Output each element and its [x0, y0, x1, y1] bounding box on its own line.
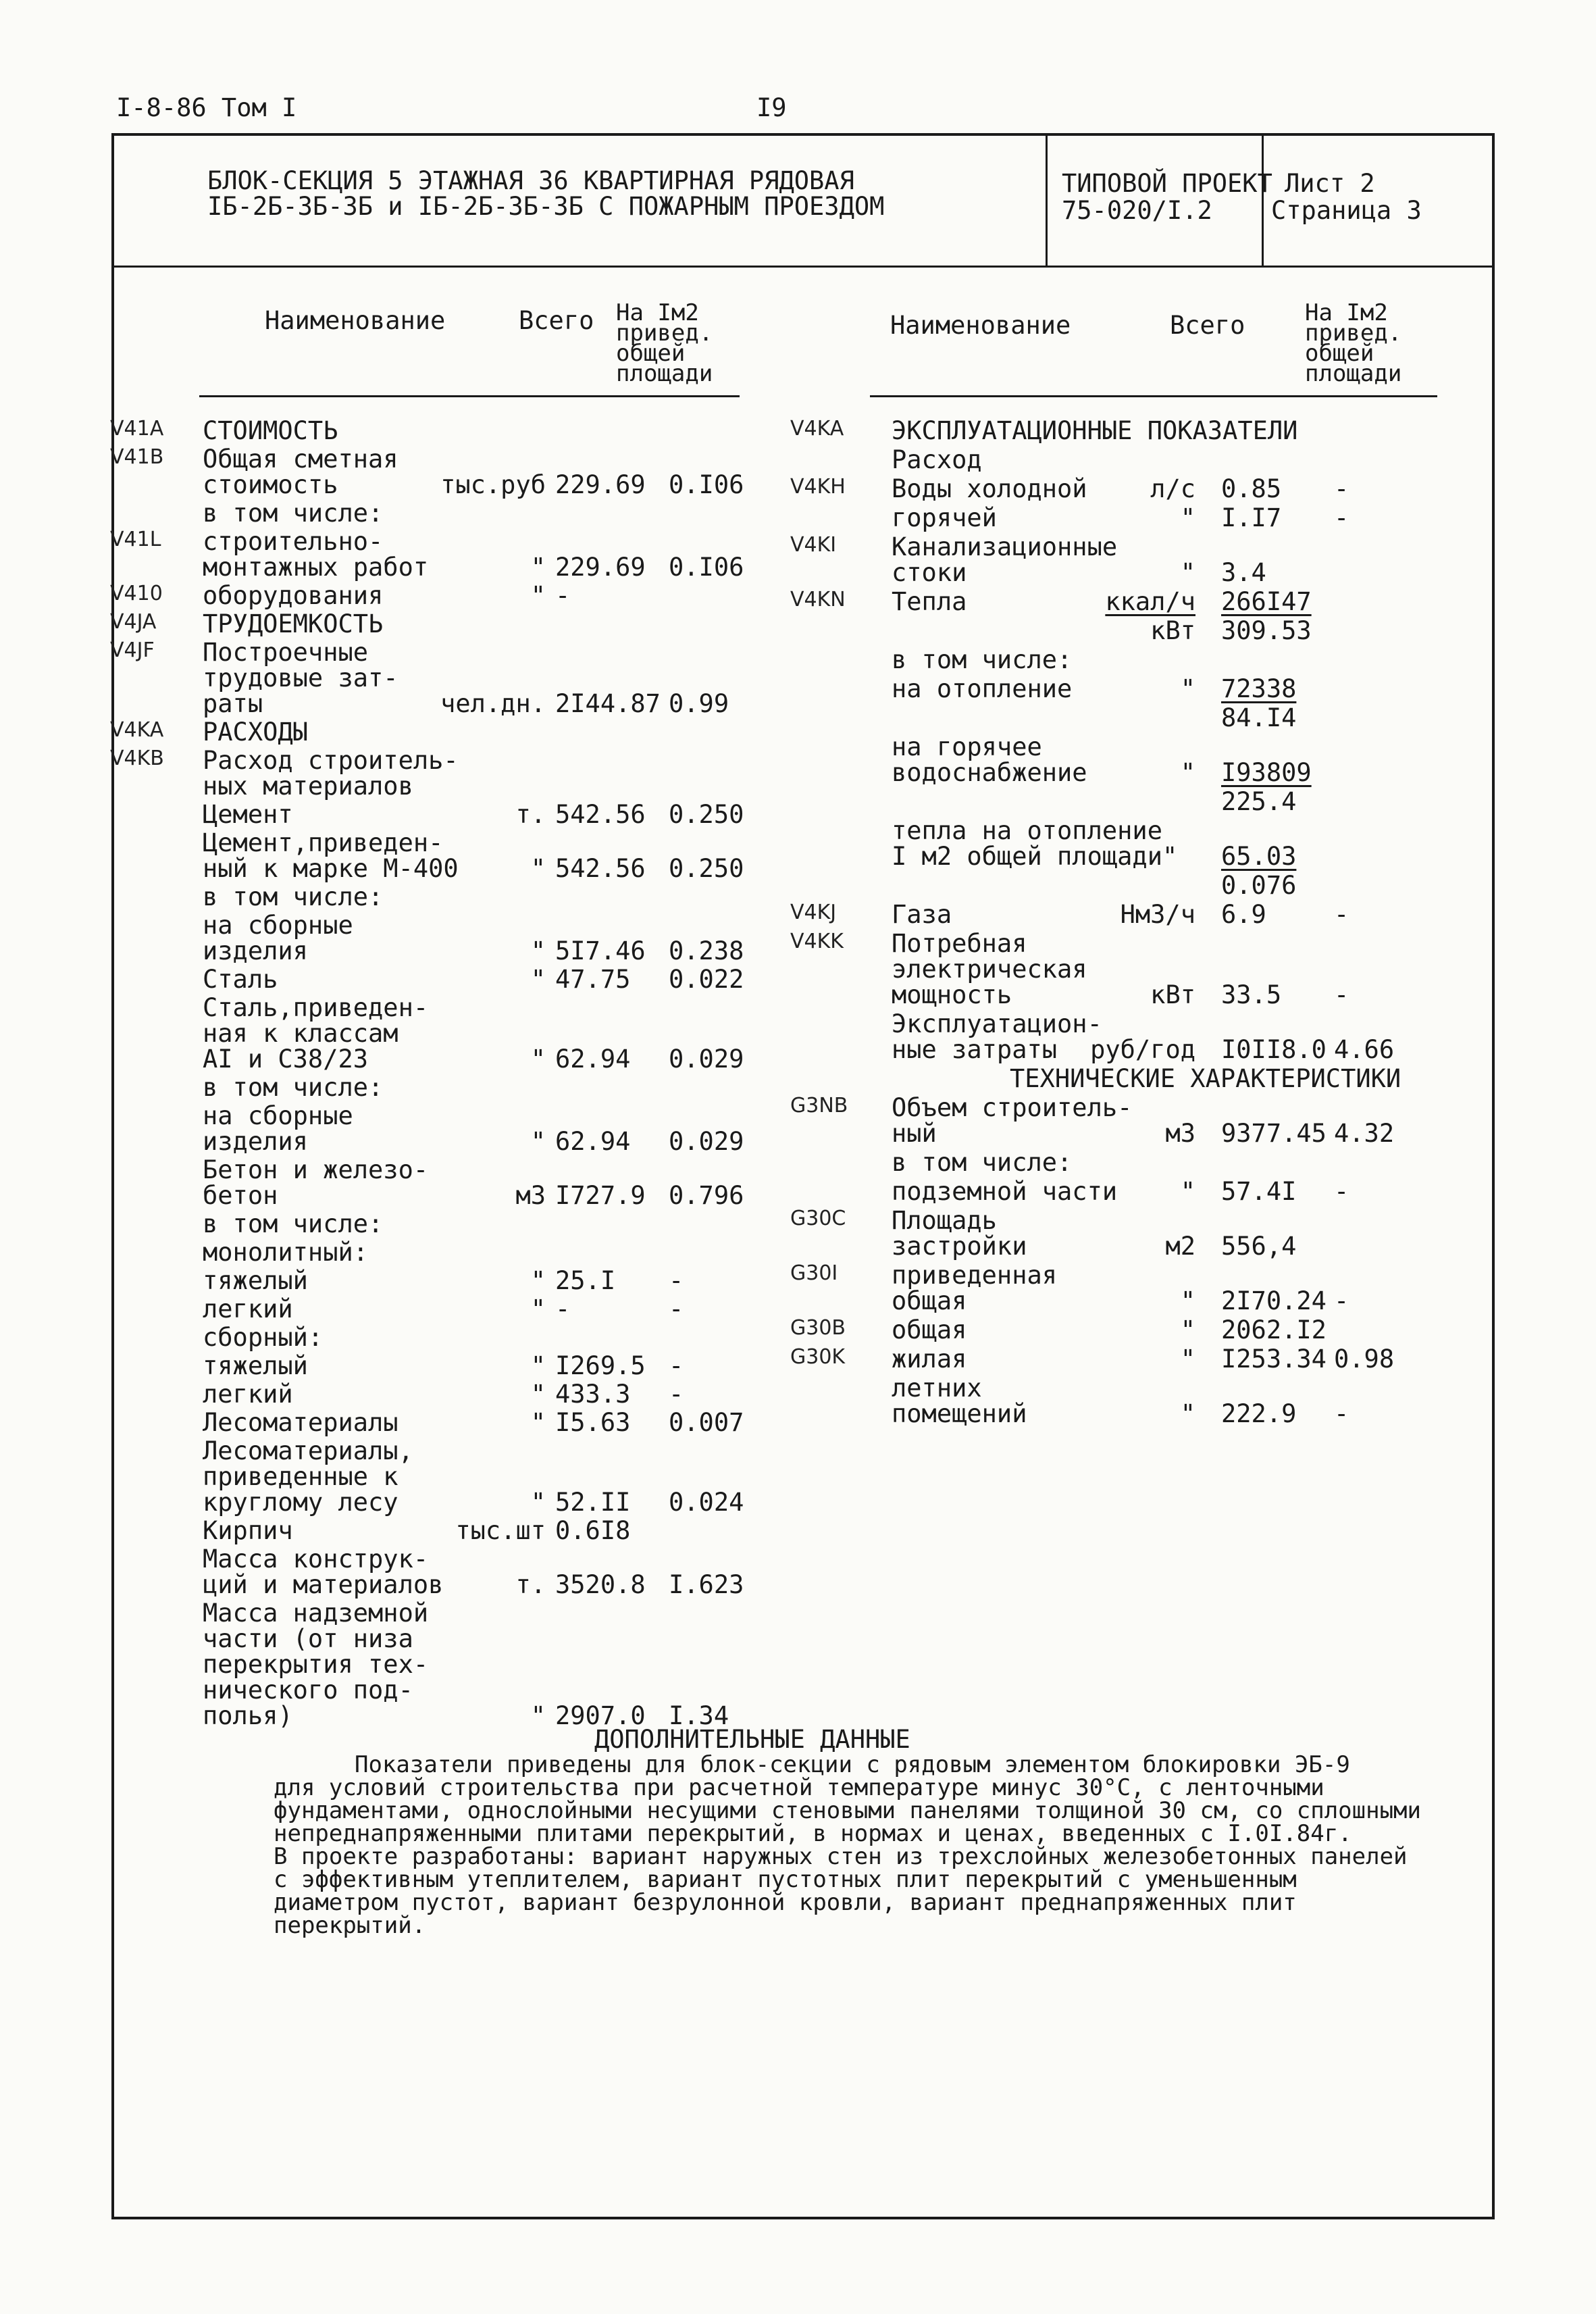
row-unit: л/с [1150, 474, 1195, 503]
row-total: 52.II [555, 1488, 631, 1517]
row-unit: " [1180, 1286, 1195, 1315]
table-row [0, 1065, 1596, 1091]
row-label: в том числе: [892, 645, 1073, 674]
row-label: Площадь [892, 1206, 997, 1235]
row-label: раты [203, 689, 263, 718]
row-unit: " [530, 553, 546, 582]
row-label: общая [892, 1315, 967, 1344]
row-unit: м3 [515, 1181, 546, 1210]
row-unit: м3 [1165, 1119, 1195, 1148]
row-label: ных материалов [203, 772, 413, 801]
row-label: Лесоматериалы [203, 1408, 398, 1437]
row-total: 2907.0 [555, 1701, 646, 1730]
row-label: ций и материалов [203, 1570, 444, 1599]
row-total: 3520.8 [555, 1570, 646, 1599]
additional-title: ДОПОЛНИТЕЛЬНЫЕ ДАННЫЕ [594, 1725, 910, 1754]
row-label: полья) [203, 1701, 293, 1730]
row-code: V4JA [110, 610, 157, 634]
page-number: I9 [756, 93, 787, 122]
row-per-m2: - [1334, 474, 1349, 503]
row-unit: т. [515, 800, 546, 829]
table-row [0, 534, 1596, 585]
row-unit: тыс.шт [455, 1516, 546, 1545]
table-row [0, 588, 1596, 614]
row-label: бетон [203, 1181, 278, 1210]
left-col-total-header: Всего [519, 306, 594, 335]
row-unit: " [530, 581, 546, 610]
table-row [0, 788, 1596, 814]
row-total: 229.69 [555, 470, 646, 499]
row-label: водоснабжение [892, 758, 1087, 787]
row-label: I м2 общей площади" [892, 842, 1178, 871]
row-unit: " [1180, 1399, 1195, 1428]
row-label: помещений [892, 1399, 1027, 1428]
row-per-m2: 0.98 [1334, 1344, 1395, 1374]
row-label: СТОИМОСТЬ [203, 416, 338, 445]
row-total: 2I44.87 [555, 689, 661, 718]
row-label: AI и С38/23 [203, 1045, 369, 1074]
row-unit: " [530, 1380, 546, 1409]
row-label: в том числе: [203, 499, 384, 528]
row-unit: " [530, 1127, 546, 1156]
row-label: тяжелый [203, 1266, 308, 1295]
row-per-m2: I.623 [669, 1570, 744, 1599]
row-label: в том числе: [892, 1148, 1073, 1177]
row-unit: чел.дн. [440, 689, 546, 718]
row-label: перекрытия тех- [203, 1650, 429, 1679]
row-per-m2: - [1334, 980, 1349, 1009]
row-label: Сталь [203, 965, 278, 994]
table-row [0, 705, 1596, 730]
row-code: G3NB [790, 1094, 848, 1117]
table-row [0, 476, 1596, 501]
row-label: Сталь,приведен- [203, 993, 429, 1022]
row-label: жилая [892, 1344, 967, 1374]
row-label: изделия [203, 1127, 308, 1156]
row-label: Цемент,приведен- [203, 828, 444, 857]
row-total: 47.75 [555, 965, 631, 994]
row-unit: " [530, 1701, 546, 1730]
left-colhead-rule [199, 395, 740, 397]
row-label: ТЕХНИЧЕСКИЕ ХАРАКТЕРИСТИКИ [1010, 1064, 1401, 1093]
row-total: 72338 [1221, 674, 1297, 703]
row-per-m2: 0.99 [669, 689, 729, 718]
table-row [0, 618, 1596, 643]
row-per-m2: 4.32 [1334, 1119, 1395, 1148]
row-unit: тыс.руб [440, 470, 546, 499]
table-row [0, 1011, 1596, 1062]
row-unit: " [530, 1408, 546, 1437]
row-total: 309.53 [1221, 616, 1312, 645]
row-total: 0.6I8 [555, 1516, 631, 1545]
row-total: 542.56 [555, 854, 646, 883]
row-per-m2: 0.024 [669, 1488, 744, 1517]
row-total: I269.5 [555, 1351, 646, 1380]
row-label: ЭКСПЛУАТАЦИОННЫЕ ПОКАЗАТЕЛИ [892, 416, 1298, 445]
row-label: части (от низа [203, 1624, 413, 1653]
row-per-m2: 0.I06 [669, 553, 744, 582]
row-label: в том числе: [203, 882, 384, 911]
row-per-m2: 0.I06 [669, 470, 744, 499]
page-label: Страница 3 [1271, 196, 1422, 225]
left-col-name-header: Наименование [265, 306, 446, 335]
row-label: Масса надземной [203, 1599, 429, 1628]
table-row [0, 1262, 1596, 1313]
row-label: в том числе: [203, 1209, 384, 1238]
row-unit: " [530, 1294, 546, 1324]
row-label: Эксплуатацион- [892, 1009, 1102, 1038]
row-label: изделия [203, 936, 308, 965]
row-code: G30B [790, 1316, 846, 1340]
row-label: Воды холодной [892, 474, 1087, 503]
right-col-per-header: На Iм2 привед. общей площади [1305, 299, 1402, 387]
row-label: строительно- [203, 527, 384, 556]
row-total: I.I7 [1221, 503, 1282, 532]
table-row [0, 734, 1596, 785]
row-code: G30C [790, 1207, 846, 1230]
table-row [0, 818, 1596, 869]
row-label: приведенные к [203, 1462, 398, 1491]
right-colhead-rule [870, 395, 1437, 397]
table-row [0, 1346, 1596, 1372]
row-unit: " [1180, 558, 1195, 587]
row-total: 25.I [555, 1266, 616, 1295]
row-total: 433.3 [555, 1380, 631, 1409]
row-label: горячей [892, 503, 997, 532]
row-per-m2: 0.796 [669, 1181, 744, 1210]
row-label: на сборные [203, 911, 353, 940]
row-code: V4KH [790, 475, 846, 499]
row-total: 0.076 [1221, 871, 1297, 900]
row-label: круглому лесу [203, 1488, 398, 1517]
table-row [0, 647, 1596, 672]
row-per-m2: - [669, 1294, 684, 1324]
row-code: G30I [790, 1261, 838, 1285]
row-per-m2: 0.007 [669, 1408, 744, 1437]
row-per-m2: - [1334, 1399, 1349, 1428]
row-unit: " [1180, 1177, 1195, 1206]
row-label: стоимость [203, 470, 338, 499]
row-label: ная к классам [203, 1019, 398, 1048]
header-divider [111, 266, 1492, 268]
row-unit: " [1180, 674, 1195, 703]
table-row [0, 1375, 1596, 1426]
row-code: V4JF [110, 638, 155, 662]
row-code: V4KA [110, 718, 164, 742]
row-unit: т. [515, 1570, 546, 1599]
row-code: V41A [110, 417, 164, 441]
row-code: V4KN [790, 588, 846, 611]
row-label: Лесоматериалы, [203, 1436, 413, 1465]
row-label: оборудования [203, 581, 384, 610]
row-unit: кВт [1150, 980, 1195, 1009]
row-label: ные затраты [892, 1035, 1058, 1064]
row-total: 62.94 [555, 1127, 631, 1156]
table-row [0, 418, 1596, 443]
row-label: подземной части [892, 1177, 1118, 1206]
row-unit: " [1180, 1344, 1195, 1374]
row-total: 33.5 [1221, 980, 1282, 1009]
row-label: на горячее [892, 732, 1042, 761]
row-label: легкий [203, 1294, 293, 1324]
row-total: 2I70.24 [1221, 1286, 1327, 1315]
row-total: 225.4 [1221, 787, 1297, 816]
project-number: 75-020/I.2 [1062, 196, 1212, 225]
row-label: Тепла [892, 587, 967, 616]
row-per-m2: - [669, 1266, 684, 1295]
table-row [0, 1546, 1596, 1597]
row-label: монтажных работ [203, 553, 429, 582]
row-label: Бетон и железо- [203, 1155, 429, 1184]
table-row [0, 1600, 1596, 1728]
row-total: I253.34 [1221, 1344, 1327, 1374]
row-total: 6.9 [1221, 900, 1266, 929]
header-sep-2 [1262, 133, 1264, 266]
row-per-m2: 0.250 [669, 854, 744, 883]
sheet-label: Лист 2 [1285, 169, 1375, 198]
left-col-per-header: На Iм2 привед. общей площади [616, 299, 713, 387]
table-row [0, 901, 1596, 927]
row-code: V410 [110, 582, 163, 605]
table-row [0, 1095, 1596, 1146]
row-label: Газа [892, 900, 952, 929]
row-label: на сборные [203, 1101, 353, 1130]
table-row [0, 1207, 1596, 1259]
row-total: 542.56 [555, 800, 646, 829]
row-code: V4KI [790, 533, 837, 557]
row-per-m2: - [669, 1380, 684, 1409]
table-row [0, 872, 1596, 898]
row-unit: " [530, 936, 546, 965]
row-per-m2: - [1334, 503, 1349, 532]
table-row [0, 1438, 1596, 1515]
row-unit: " [530, 854, 546, 883]
row-label: Расход [892, 445, 982, 474]
row-label: тепла на отопление [892, 816, 1162, 845]
row-total: - [555, 1294, 571, 1324]
row-label: летних [892, 1374, 982, 1403]
row-per-m2: 0.022 [669, 965, 744, 994]
row-per-m2: 0.250 [669, 800, 744, 829]
row-label: Канализационные [892, 532, 1118, 561]
row-total: 62.94 [555, 1045, 631, 1074]
row-label: приведенная [892, 1261, 1058, 1290]
row-label: Цемент [203, 800, 293, 829]
row-label: сборный: [203, 1323, 324, 1352]
row-total: 57.4I [1221, 1177, 1297, 1206]
row-label: Масса конструк- [203, 1544, 429, 1574]
row-label: тяжелый [203, 1351, 308, 1380]
title-line-1: БЛОК-СЕКЦИЯ 5 ЭТАЖНАЯ 36 КВАРТИРНАЯ РЯДОВАЯ [207, 166, 854, 195]
title-line-2: IБ-2Б-3Б-3Б и IБ-2Б-3Б-3Б С ПОЖАРНЫМ ПРОЕЗДОМ [207, 192, 885, 221]
row-total: I0II8.0 [1221, 1035, 1327, 1064]
table-row [0, 930, 1596, 1007]
row-unit: " [530, 1351, 546, 1380]
row-label: Объем строитель- [892, 1093, 1133, 1122]
row-total: 2062.I2 [1221, 1315, 1327, 1344]
row-unit: м2 [1165, 1232, 1195, 1261]
row-label: общая [892, 1286, 967, 1315]
row-label: трудовые зат- [203, 663, 398, 693]
row-code: V4KK [790, 930, 844, 953]
row-per-m2: 0.238 [669, 936, 744, 965]
row-unit: " [1180, 1315, 1195, 1344]
right-col-name-header: Наименование [890, 311, 1071, 340]
row-unit: " [530, 1045, 546, 1074]
row-unit: " [1180, 503, 1195, 532]
row-label: стоки [892, 558, 967, 587]
row-unit: ккал/ч [1105, 587, 1195, 616]
row-per-m2: - [1334, 1286, 1349, 1315]
row-label: РАСХОДЫ [203, 718, 308, 747]
row-total: 266I47 [1221, 587, 1312, 616]
row-total: I5.63 [555, 1408, 631, 1437]
row-unit: " [530, 965, 546, 994]
row-total: 556,4 [1221, 1232, 1297, 1261]
row-unit: " [530, 1266, 546, 1295]
project-label: ТИПОВОЙ ПРОЕКТ [1062, 169, 1272, 198]
doc-ref: I-8-86 Том I [116, 93, 297, 122]
row-label: Кирпич [203, 1516, 293, 1545]
row-label: Общая сметная [203, 445, 398, 474]
row-total: I93809 [1221, 758, 1312, 787]
header-sep-1 [1046, 133, 1048, 266]
table-row [0, 1178, 1596, 1204]
table-row [0, 1317, 1596, 1342]
row-label: Расход строитель- [203, 746, 459, 775]
row-total: 3.4 [1221, 558, 1266, 587]
row-total: 229.69 [555, 553, 646, 582]
row-per-m2: - [1334, 900, 1349, 929]
row-total: 0.85 [1221, 474, 1282, 503]
row-label: застройки [892, 1232, 1027, 1261]
row-unit: Нм3/ч [1120, 900, 1195, 929]
row-code: G30K [790, 1345, 846, 1369]
row-label: ный к марке М-400 [203, 854, 459, 883]
row-label: нического под- [203, 1676, 413, 1705]
row-label: в том числе: [203, 1073, 384, 1102]
table-row [0, 505, 1596, 530]
table-row [0, 1149, 1596, 1175]
row-total: 222.9 [1221, 1399, 1297, 1428]
row-label: монолитный: [203, 1238, 369, 1267]
row-total: I727.9 [555, 1181, 646, 1210]
row-total: 5I7.46 [555, 936, 646, 965]
right-col-total-header: Всего [1170, 311, 1245, 340]
row-per-m2: 0.029 [669, 1127, 744, 1156]
row-total: - [555, 581, 571, 610]
row-label: Построечные [203, 638, 369, 667]
row-code: V41B [110, 445, 164, 469]
row-unit: кВт [1150, 616, 1195, 645]
row-per-m2: 0.029 [669, 1045, 744, 1074]
table-row [0, 676, 1596, 701]
row-label: электрическая [892, 955, 1087, 984]
row-total: 9377.45 [1221, 1119, 1327, 1148]
additional-text: Показатели приведены для блок-секции с рядовым элементом блокировки ЭБ-9 для условий строительства при расчетной температуре минус 30°С, с ленточными фундаментами, однослойными несущими стеновыми панелями толщиной 30 см, со сплошными непреднапряженными плитами перекрытий, в нормах и ценах, введенных с I.0I.84г. В проекте разработаны: вариант наружных стен из трехслойных железобетонных панелей с эффективным утеплителем, вариант пустотных плит перекрытий с уменьшенным диаметром пустот, вариант безрулонной кровли, вариант преднапряженных плит перекрытий. [274, 1751, 1421, 1939]
row-code: V4KJ [790, 901, 837, 924]
row-code: V4KB [110, 747, 164, 770]
row-per-m2: - [669, 1351, 684, 1380]
row-total: 84.I4 [1221, 703, 1297, 732]
row-per-m2: - [1334, 1177, 1349, 1206]
row-label: на отопление [892, 674, 1073, 703]
row-label: ТРУДОЕМКОСТЬ [203, 609, 384, 638]
row-label: мощность [892, 980, 1012, 1009]
row-code: V41L [110, 528, 161, 551]
row-per-m2: 4.66 [1334, 1035, 1395, 1064]
row-label: легкий [203, 1380, 293, 1409]
row-per-m2: I.34 [669, 1701, 729, 1730]
row-unit: руб/год [1090, 1035, 1195, 1064]
table-row [0, 1517, 1596, 1543]
row-label: ный [892, 1119, 937, 1148]
row-total: 65.03 [1221, 842, 1297, 871]
row-code: V4KA [790, 417, 844, 441]
row-label: Потребная [892, 929, 1027, 958]
row-unit: " [1180, 758, 1195, 787]
table-row [0, 447, 1596, 472]
row-unit: " [530, 1488, 546, 1517]
